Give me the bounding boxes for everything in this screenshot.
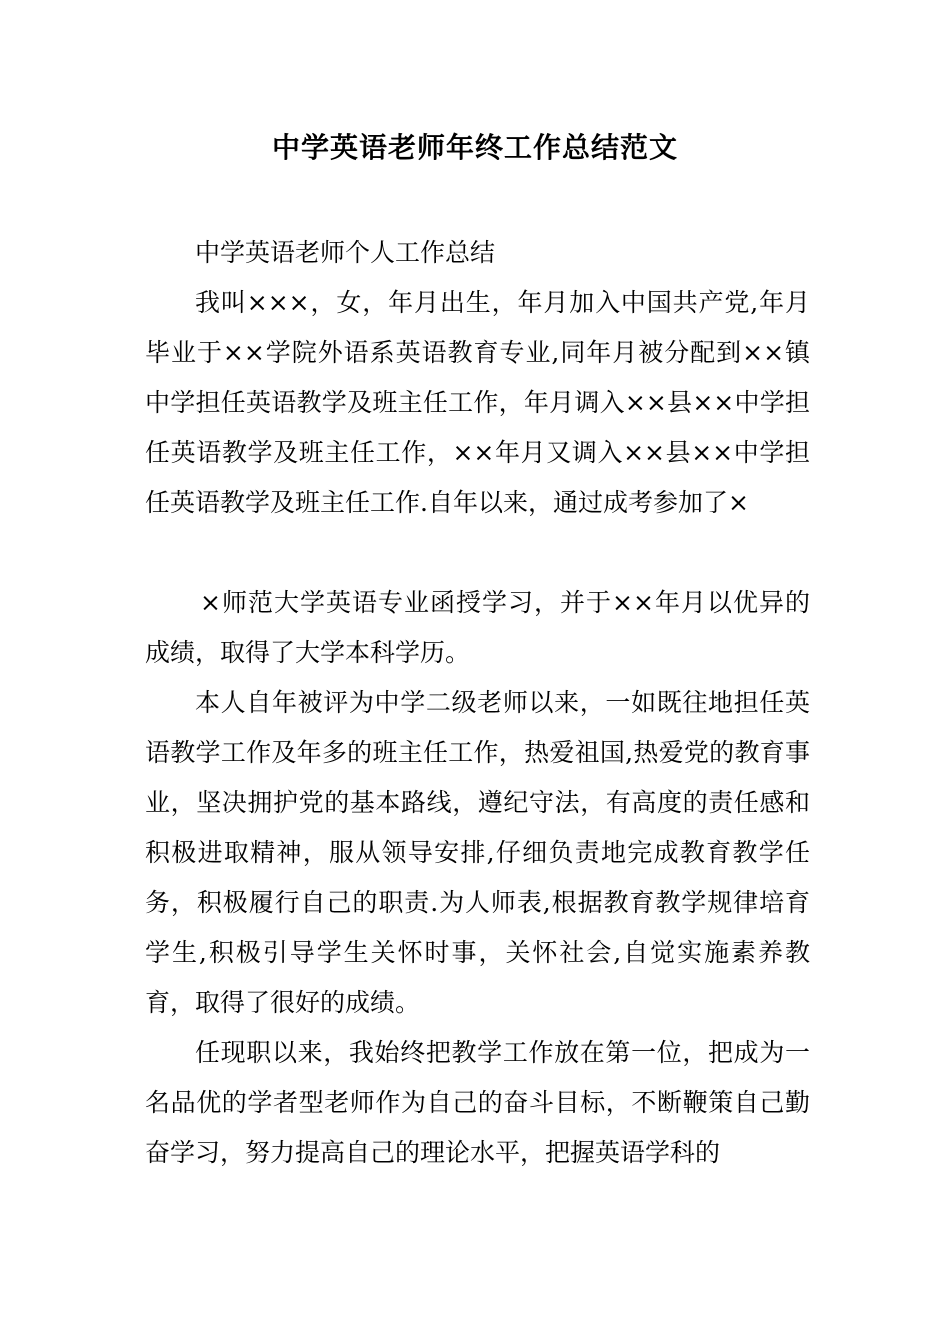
- paragraph-subtitle: 中学英语老师个人工作总结: [195, 238, 496, 267]
- document-title: 中学英语老师年终工作总结范文: [271, 131, 678, 164]
- paragraph-intro: 我叫×××，女，年月出生，年月加入中国共产党,年月毕业于××学院外语系英语教育专业,同年月被分配到××镇中学担任英语教学及班主任工作，年月调入××县××中学担任英语教学及班主任工作，××年月又调入××县××中学担任英语教学及班主任工作.自年以来，通过成考参加了×: [145, 288, 810, 517]
- document-body: [145, 228, 810, 1178]
- paragraph-gap: [145, 528, 810, 578]
- paragraph-intro-continued: ×师范大学英语专业函授学习，并于××年月以优异的成绩，取得了大学本科学历。: [145, 588, 810, 667]
- paragraph-conduct: 本人自年被评为中学二级老师以来，一如既往地担任英语教学工作及年多的班主任工作，热爱祖国,热爱党的教育事业，坚决拥护党的基本路线，遵纪守法，有高度的责任感和积极进取精神，服从领导安排,仔细负责地完成教育教学任务，积极履行自己的职责.为人师表,根据教育教学规律培育学生,积极引导学生关怀时事，关怀社会,自觉实施素养教育，取得了很好的成绩。: [145, 688, 810, 1017]
- paragraph-teaching: 任现职以来，我始终把教学工作放在第一位，把成为一名品优的学者型老师作为自己的奋斗目标，不断鞭策自己勤奋学习，努力提高自己的理论水平，把握英语学科的: [145, 1038, 810, 1167]
